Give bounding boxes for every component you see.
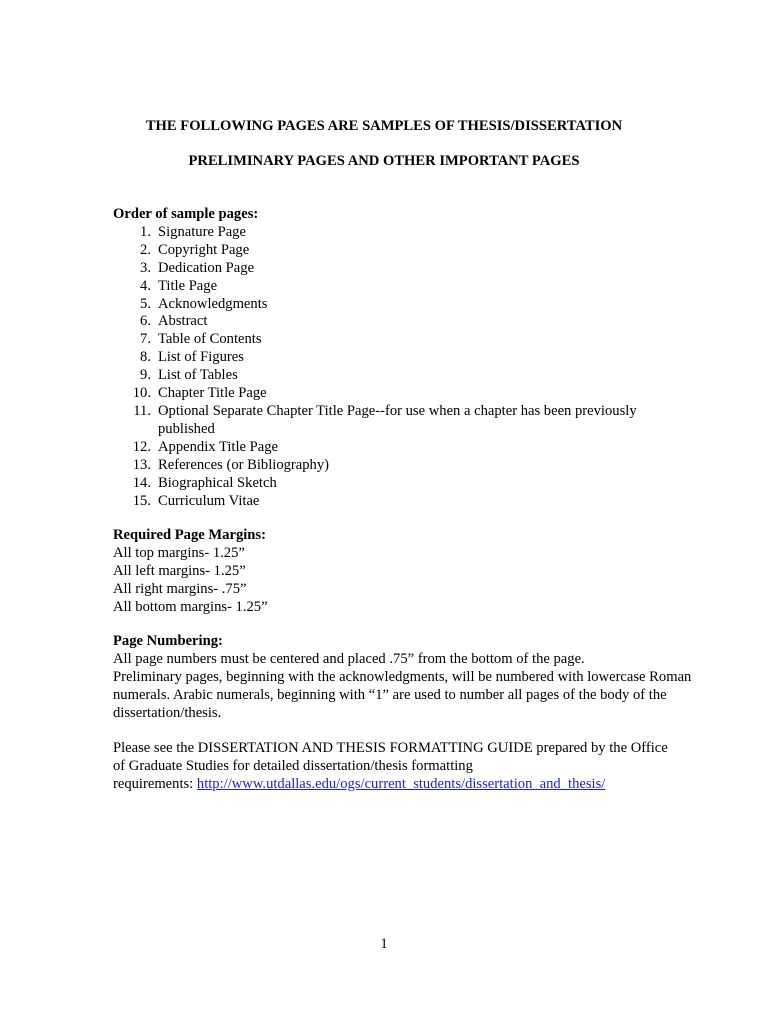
list-item [113,475,713,493]
guide-text-line-1: Please see the DISSERTATION AND THESIS FORMATTING GUIDE prepared by the Office [113,740,668,756]
list-item [113,242,713,260]
guide-text-line-2: of Graduate Studies for detailed dissertation/thesis formatting [113,757,473,774]
page-numbering-section [113,633,713,723]
list-item-text: List of Tables [158,367,238,384]
list-item-number: 10. [132,385,151,402]
list-item-number: 1. [140,223,151,240]
list-item-text: Appendix Title Page [158,438,278,455]
list-item-number: 12. [132,438,151,455]
list-item [113,439,713,457]
list-item [113,457,713,475]
list-item [113,313,713,331]
page-number: 1 [380,936,388,952]
list-item-number: 13. [132,456,151,473]
list-item-text: References (or Bibliography) [158,456,330,473]
page-numbering-label: Page Numbering: [113,633,223,649]
top-margin-text: All top margins- 1.25” [113,544,245,561]
list-item-number: 3. [140,259,151,276]
list-item-text: Dedication Page [158,259,255,276]
list-item [113,385,713,403]
list-item-number: 6. [140,313,151,330]
order-section [113,206,713,510]
list-item-number: 7. [140,331,151,348]
list-item-number: 11. [133,402,151,419]
document-subtitle: PRELIMINARY PAGES AND OTHER IMPORTANT PAGES [188,153,580,169]
list-item-text: Signature Page [158,223,246,240]
list-item [113,296,713,314]
list-item-number: 9. [140,367,151,384]
list-item [113,224,713,242]
guide-requirements-label: requirements: [113,775,197,792]
list-item [113,349,713,367]
sample-pages-list [113,224,713,511]
guide-text-line-3 [113,776,713,794]
list-item-text: Abstract [158,313,208,330]
list-item-text: Copyright Page [158,241,250,258]
list-item [113,493,713,511]
preliminary-pages-paragraph: Preliminary pages, beginning with the acknowledgments, will be numbered with lowercase Roman numerals. Arabic numerals, beginning with “1” are used to number all pages of the body of the dissertation/thesis. [113,668,692,721]
list-item-text: Curriculum Vitae [158,492,260,509]
list-item-text: Title Page [158,277,218,294]
list-item-number: 8. [140,349,151,366]
list-item-text: List of Figures [158,349,244,366]
list-item [113,331,713,349]
list-item-number: 15. [132,492,151,509]
list-item-text: Optional Separate Chapter Title Page--for use when a chapter has been previously published [158,402,637,437]
formatting-guide-link[interactable]: http://www.utdallas.edu/ogs/current_students/dissertation_and_thesis/ [196,775,606,792]
bottom-margin-text: All bottom margins- 1.25” [113,598,268,615]
list-item-text: Chapter Title Page [158,385,267,402]
list-item-number: 5. [140,295,151,312]
list-item-number: 14. [132,474,151,491]
list-item-text: Biographical Sketch [158,474,277,491]
document-title: THE FOLLOWING PAGES ARE SAMPLES OF THESIS/DISSERTATION [145,118,623,134]
list-item [113,260,713,278]
list-item [113,403,713,439]
order-label: Order of sample pages: [113,206,259,222]
list-item-number: 4. [140,277,151,294]
formatting-guide-section [113,740,713,794]
list-item-text: Table of Contents [158,331,262,348]
right-margin-text: All right margins- .75” [113,580,247,597]
list-item [113,278,713,296]
margins-section [113,527,713,617]
margins-label: Required Page Margins: [113,527,266,543]
list-item-number: 2. [140,241,151,258]
page-numbering-rule: All page numbers must be centered and placed .75” from the bottom of the page. [113,650,585,667]
left-margin-text: All left margins- 1.25” [113,562,246,579]
list-item-text: Acknowledgments [158,295,268,312]
list-item [113,367,713,385]
